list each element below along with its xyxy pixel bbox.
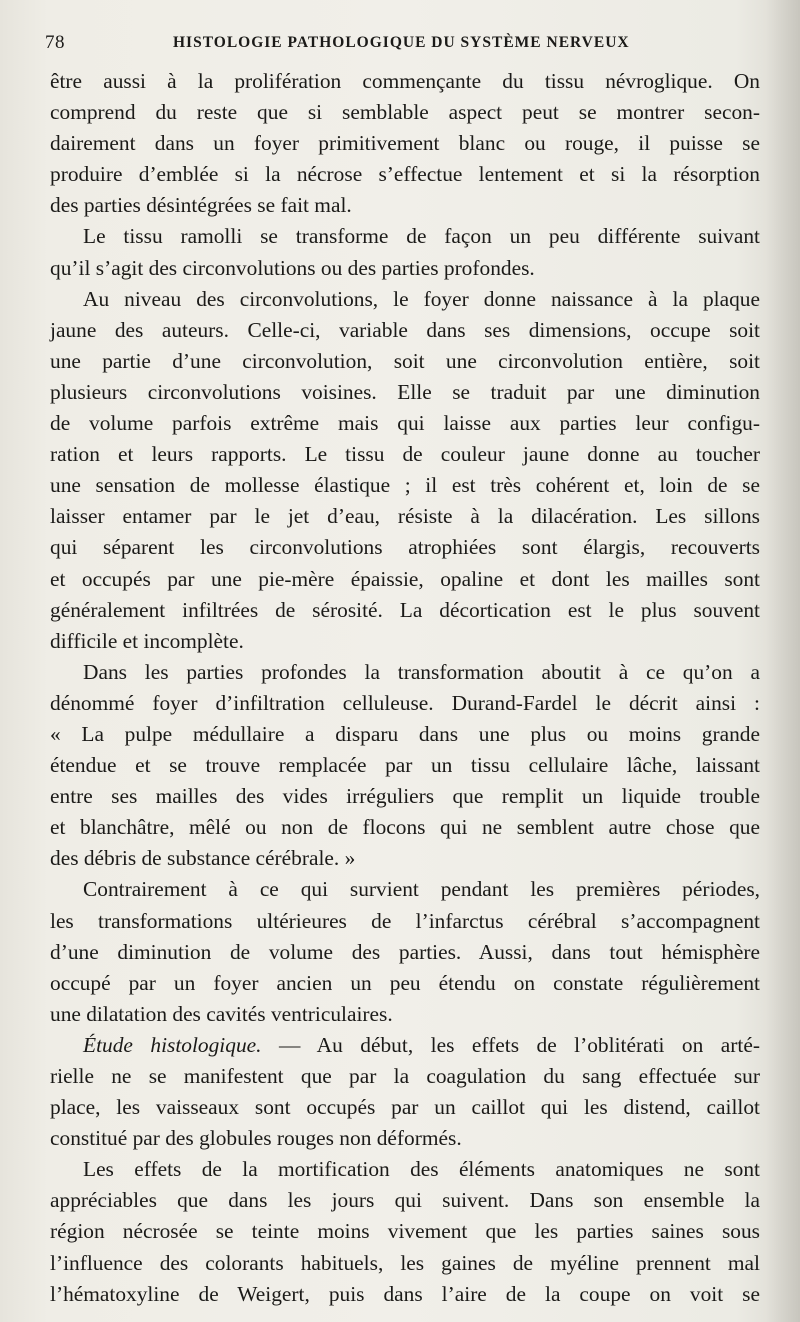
text-line: une sensation de mollesse élastique ; il est très cohérent et, loin de se [50,473,760,498]
text-line: difficile et incomplète. [50,628,244,653]
text-line: Contrairement à ce qui survient pendant les premières périodes, [83,877,760,902]
text-line: qu’il s’agit des circonvolutions ou des parties profondes. [50,255,535,280]
text-line: une partie d’une circonvolution, soit une circonvolution entière, soit [50,348,760,373]
text-line: une dilatation des cavités ventriculaires. [50,1001,393,1026]
text-line: de volume parfois extrême mais qui laisse aux parties leur configu- [50,411,760,436]
body-text [50,66,760,1310]
page-number: 78 [45,32,65,53]
text-line: l’influence des colorants habituels, les gaines de myéline prennent mal [50,1250,760,1275]
text-line: région nécrosée se teinte moins vivement que les parties saines sous [50,1219,760,1244]
text-line: ration et leurs rapports. Le tissu de couleur jaune donne au toucher [50,442,760,467]
text-line: dénommé foyer d’infiltration celluleuse. Durand-Fardel le décrit ainsi : [50,690,760,715]
running-head [45,32,745,58]
text-line: Au niveau des circonvolutions, le foyer donne naissance à la plaque [83,286,760,311]
text-line: et blanchâtre, mêlé ou non de flocons qui ne semblent autre chose que [50,815,760,840]
text-line: être aussi à la prolifération commençante du tissu névroglique. On [50,69,760,93]
text-line: des parties désintégrées se fait mal. [50,193,352,218]
text-line: Les effets de la mortification des éléments anatomiques ne sont [83,1157,760,1182]
text-line: constitué par des globules rouges non déformés. [50,1126,462,1151]
text-line: plusieurs circonvolutions voisines. Elle se traduit par une diminution [50,379,760,404]
text-line: Dans les parties profondes la transformation aboutit à ce qu’on a [83,659,760,684]
text-line: qui séparent les circonvolutions atrophiées sont élargis, recouverts [50,535,760,560]
text-line: entre ses mailles des vides irréguliers que remplit un liquide trouble [50,784,760,809]
text-line: occupé par un foyer ancien un peu étendu on constate régulièrement [50,970,760,995]
running-title: HISTOLOGIE PATHOLOGIQUE DU SYSTÈME NERVEUX [173,34,630,51]
text-fragment: — Au début, les effets de l’oblitérati on arté- [278,1032,760,1057]
text-line: d’une diminution de volume des parties. Aussi, dans tout hémisphère [50,939,760,964]
text-line: généralement infiltrées de sérosité. La décortication est le plus souvent [50,597,760,622]
text-line: laisser entamer par le jet d’eau, résiste à la dilacération. Les sillons [50,504,760,529]
text-line: comprend du reste que si semblable aspect peut se montrer secon- [50,100,760,125]
text-line-with-heading [50,1030,760,1061]
text-line: les transformations ultérieures de l’infarctus cérébral s’accompagnent [50,908,760,933]
text-line: Le tissu ramolli se transforme de façon un peu différente suivant [83,224,760,249]
text-line: étendue et se trouve remplacée par un tissu cellulaire lâche, laissant [50,753,760,778]
text-line: des débris de substance cérébrale. » [50,846,356,871]
text-line: produire d’emblée si la nécrose s’effectue lentement et si la résorption [50,162,760,187]
text-line: et occupés par une pie-mère épaissie, opaline et dont les mailles sont [50,566,760,591]
text-line: appréciables que dans les jours qui suivent. Dans son ensemble la [50,1188,760,1213]
text-line: jaune des auteurs. Celle-ci, variable dans ses dimensions, occupe soit [50,317,760,342]
text-line: dairement dans un foyer primitivement blanc ou rouge, il puisse se [50,131,760,156]
text-line: « La pulpe médullaire a disparu dans une plus ou moins grande [50,721,760,746]
page-edge-shadow [766,0,800,1322]
section-heading: Étude histologique. [83,1032,262,1057]
text-line: place, les vaisseaux sont occupés par un caillot qui les distend, caillot [50,1095,760,1120]
text-line: l’hématoxyline de Weigert, puis dans l’aire de la coupe on voit se [50,1281,760,1306]
text-line: rielle ne se manifestent que par la coagulation du sang effectuée sur [50,1064,760,1088]
